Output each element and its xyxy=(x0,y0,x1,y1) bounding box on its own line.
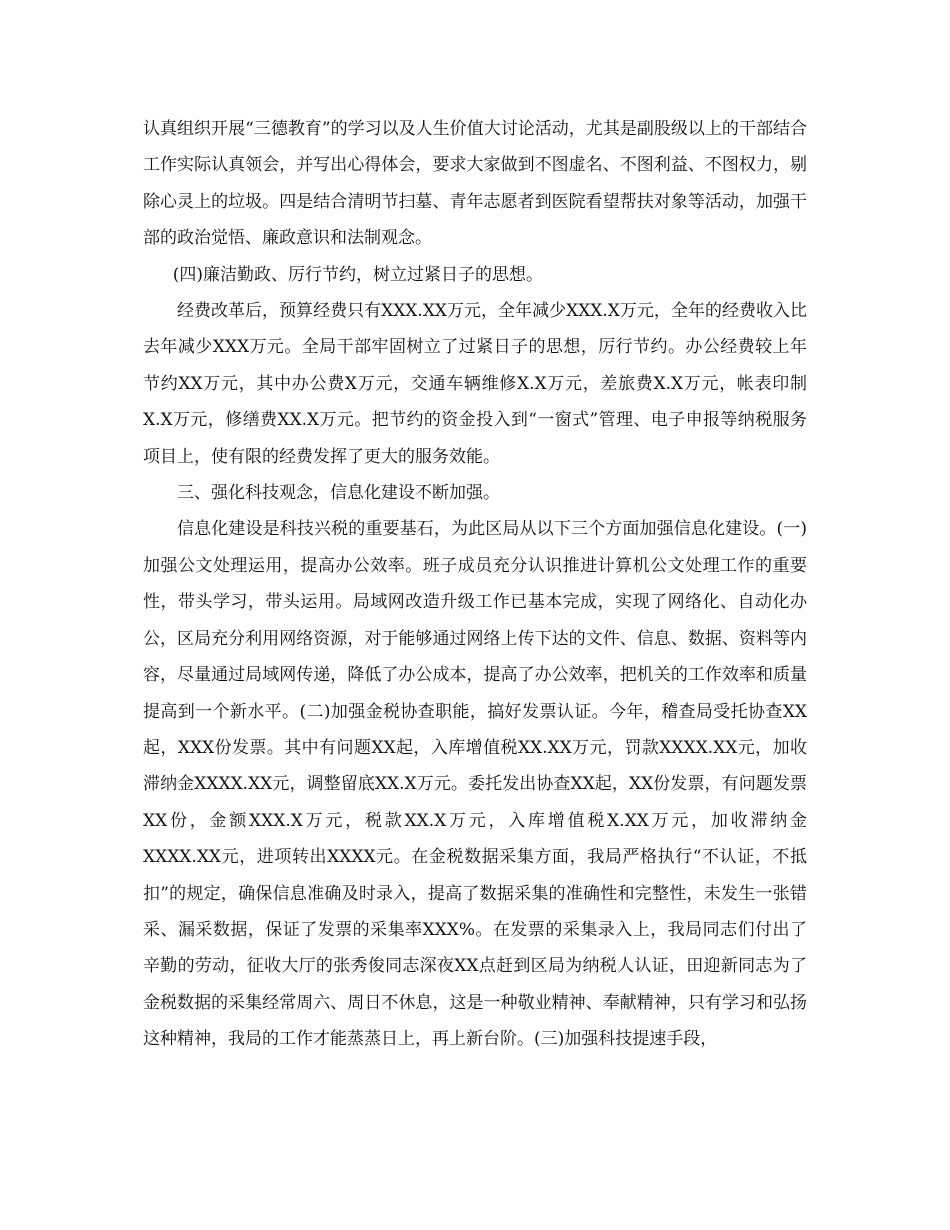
section-subheading-4: (四)廉洁勤政、厉行节约，树立过紧日子的思想。 xyxy=(172,264,544,285)
paragraph-budget: 经费改革后，预算经费只有XXX.XX万元，全年减少XXX.X万元，全年的经费收入比去年减少XXX万元。全局干部牢固树立了过紧日子的思想，厉行节约。办公经费较上年节约XX万元，其中办公费X万元，交通车辆维修X.X万元，差旅费X.X万元，帐表印制X.X万元，修缮费XX.X万元。把节约的资金投入到“一窗式”管理、电子申报等纳税服务项目上，使有限的经费发挥了更大的服务效能。 xyxy=(143,301,807,467)
paragraph-informatization: 信息化建设是科技兴税的重要基石，为此区局从以下三个方面加强信息化建设。(一)加强公文处理运用，提高办公效率。班子成员充分认识推进计算机公文处理工作的重要性，带头学习，带头运用。局域网改造升级工作已基本完成，实现了网络化、自动化办公，区局充分利用网络资源，对于能够通过网络上传下达的文件、信息、数据、资料等内容，尽量通过局域网传递，降低了办公成本，提高了办公效率，把机关的工作效率和质量提高到一个新水平。(二)加强金税协查职能，搞好发票认证。今年，稽查局受托协查XX起，XXX份发票。其中有问题XX起，入库增值税XX.XX万元，罚款XXXX.XX元，加收滞纳金XXXX.XX元，调整留底XX.X万元。委托发出协查XX起，XX份发票，有问题发票XX份，金额XXX.X万元，税款XX.X万元，入库增值税X.XX万元，加收滞纳金XXXX.XX元，进项转出XXXX元。在金税数据采集方面，我局严格执行“不认证，不抵扣”的规定，确保信息准确及时录入，提高了数据采集的准确性和完整性，未发生一张错采、漏采数据，保证了发票的采集率XXX%。在发票的采集录入上，我局同志们付出了辛勤的劳动，征收大厅的张秀俊同志深夜XX点赶到区局为纳税人认证，田迎新同志为了金税数据的采集经常周六、周日不休息，这是一种敬业精神、奉献精神，只有学习和弘扬这种精神，我局的工作才能蒸蒸日上，再上新台阶。(三)加强科技提速手段， xyxy=(143,519,807,1050)
paragraph-continuation: 认真组织开展“三德教育”的学习以及人生价值大讨论活动，尤其是副股级以上的干部结合工作实际认真领会，并写出心得体会，要求大家做到不图虚名、不图利益、不图权力，剔除心灵上的垃圾。四是结合清明节扫墓、青年志愿者到医院看望帮扶对象等活动，加强干部的政治觉悟、廉政意识和法制观念。 xyxy=(143,119,807,249)
document-body xyxy=(143,111,807,1058)
section-heading-3: 三、强化科技观念，信息化建设不断加强。 xyxy=(177,483,500,504)
